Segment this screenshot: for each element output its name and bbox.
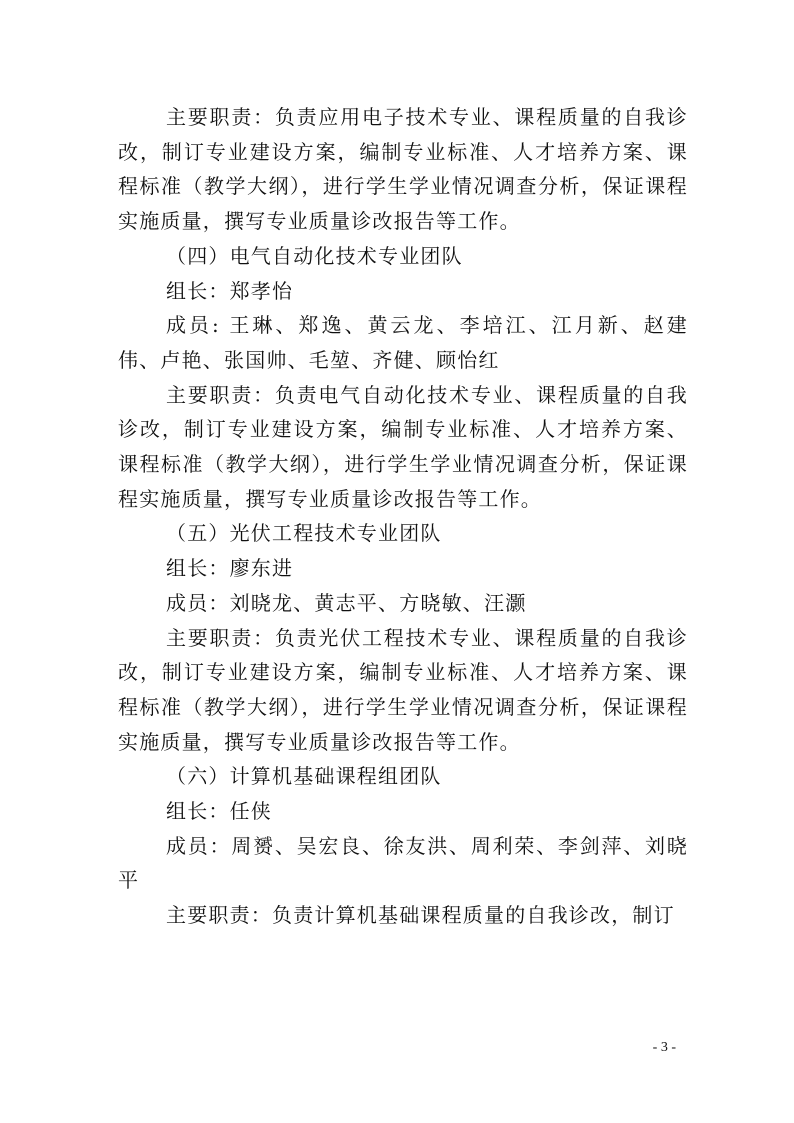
duties-paragraph-computer-basics: 主要职责：负责计算机基础课程质量的自我诊改，制订 [166, 903, 675, 928]
team-leader-computer-basics: 组长：任侠 [166, 799, 272, 824]
duties-paragraph-photovoltaic: 主要职责：负责光伏工程技术专业、课程质量的自我诊改，制订专业建设方案，编制专业标准、人才培养方案、课程标准（教学大纲），进行学生学业情况调查分析，保证课程实施质量，撰写专业质量诊改报告等工作。 [118, 625, 688, 754]
page-number: - 3 - [652, 1040, 676, 1055]
team-members-electrical-automation: 成员: 王琳、郑逸、黄云龙、李培江、江月新、赵建伟、卢艳、张国帅、毛堃、齐健、顾怡红 [118, 313, 688, 372]
team-leader-photovoltaic: 组长：廖东进 [166, 556, 294, 581]
section-heading-computer-basics: （六）计算机基础课程组团队 [166, 764, 442, 789]
team-leader-electrical-automation: 组长：郑孝怡 [166, 278, 294, 303]
body-text [118, 100, 688, 933]
duties-paragraph-applied-electronics: 主要职责：负责应用电子技术专业、课程质量的自我诊改，制订专业建设方案，编制专业标准、人才培养方案、课程标准（教学大纲），进行学生学业情况调查分析，保证课程实施质量，撰写专业质量诊改报告等工作。 [118, 105, 688, 234]
section-heading-electrical-automation: （四）电气自动化技术专业团队 [166, 243, 463, 268]
duties-paragraph-electrical-automation: 主要职责：负责电气自动化技术专业、课程质量的自我诊改，制订专业建设方案，编制专业标准、人才培养方案、课程标准（教学大纲），进行学生学业情况调查分析，保证课程实施质量，撰写专业质量诊改报告等工作。 [118, 382, 688, 511]
team-members-computer-basics: 成员：周赟、吴宏良、徐友洪、周利荣、李剑萍、刘晓平 [118, 833, 688, 893]
section-heading-photovoltaic: （五）光伏工程技术专业团队 [166, 521, 442, 546]
team-members-photovoltaic: 成员：刘晓龙、黄志平、方晓敏、汪灏 [166, 590, 527, 615]
